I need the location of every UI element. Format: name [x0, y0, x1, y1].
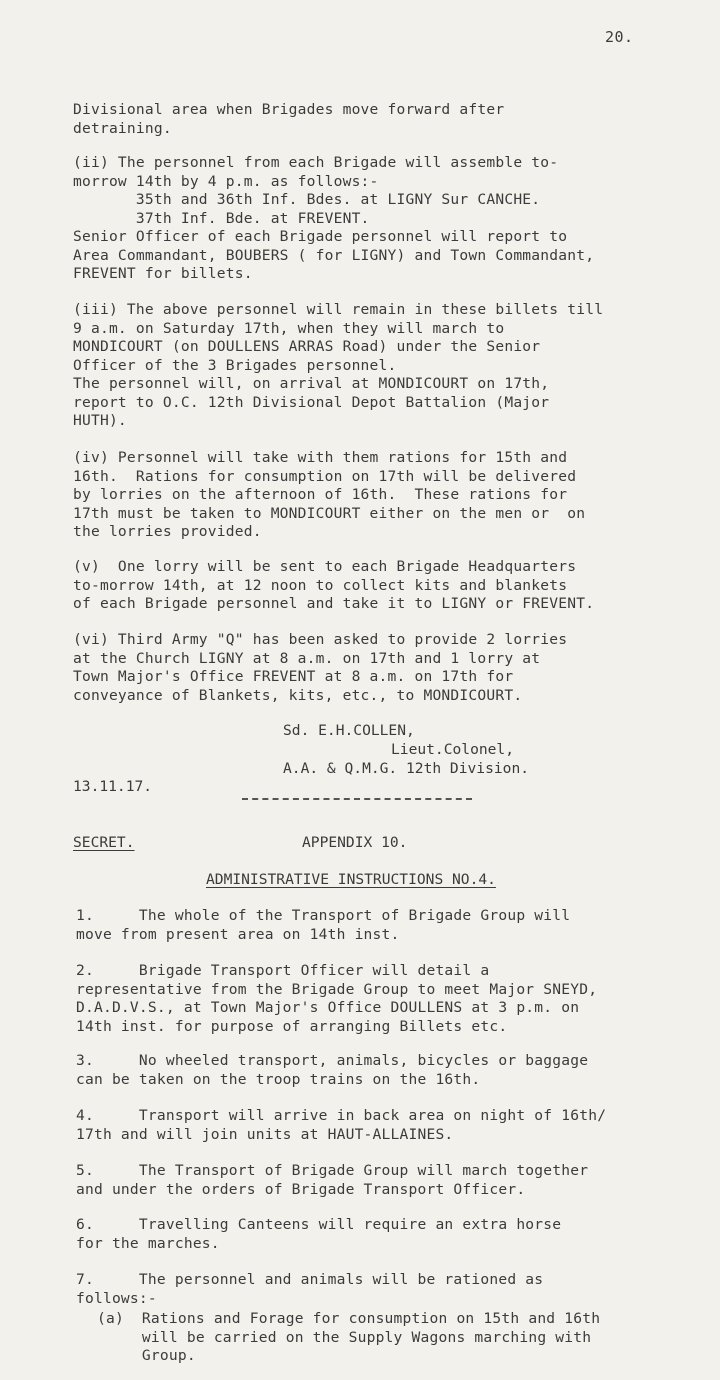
item-5: 5. The Transport of Brigade Group will march together and under the orders of Brigade Transport Officer.: [76, 1162, 589, 1198]
item-7: 7. The personnel and animals will be rationed as follows:-: [76, 1271, 544, 1307]
document-date: 13.11.17.: [73, 778, 153, 795]
signature-name: Sd. E.H.COLLEN,: [283, 722, 415, 739]
paragraph-v: (v) One lorry will be sent to each Brigade Headquarters to-morrow 14th, at 12 noon to collect kits and blankets of each Brigade personnel and take it to LIGNY or FREVENT.: [73, 558, 595, 612]
signature-rank: Lieut.Colonel,: [391, 741, 515, 758]
appendix-label: APPENDIX 10.: [302, 834, 408, 851]
paragraph-ii: (ii) The personnel from each Brigade will assemble to- morrow 14th by 4 p.m. as follows:- 35th and 36th Inf. Bdes. at LIGNY Sur CANCHE. 37th Inf. Bde. at FREVENT. Senior Officer of each Brigade personnel will report to Area Commandant, BOUBERS ( for LIGNY) and Town Commandant, FREVENT for billets.: [73, 154, 595, 282]
item-7a: (a) Rations and Forage for consumption on 15th and 16th will be carried on the Supply Wagons marching with Group.: [97, 1310, 601, 1364]
continuation-paragraph: Divisional area when Brigades move forward after detraining.: [73, 101, 505, 137]
item-1: 1. The whole of the Transport of Brigade Group will move from present area on 14th inst.: [76, 907, 571, 943]
instructions-heading: ADMINISTRATIVE INSTRUCTIONS NO.4.: [206, 871, 496, 888]
section-separator: [242, 798, 472, 800]
item-6: 6. Travelling Canteens will require an extra horse for the marches.: [76, 1216, 562, 1252]
item-4: 4. Transport will arrive in back area on night of 16th/ 17th and will join units at HAUT-ALLAINES.: [76, 1107, 607, 1143]
signature-appointment: A.A. & Q.M.G. 12th Division.: [283, 760, 530, 777]
paragraph-iii: (iii) The above personnel will remain in these billets till 9 a.m. on Saturday 17th, when they will march to MONDICOURT (on DOULLENS ARRAS Road) under the Senior Officer of the 3 Brigades personnel. The personnel will, on arrival at MONDICOURT on 17th, report to O.C. 12th Divisional Depot Battalion (Major HUTH).: [73, 301, 604, 429]
classification-marking: SECRET.: [73, 834, 135, 851]
item-2: 2. Brigade Transport Officer will detail a representative from the Brigade Group to meet Major SNEYD, D.A.D.V.S., at Town Major's Office DOULLENS at 3 p.m. on 14th inst. for purpose of arranging Billets etc.: [76, 962, 598, 1035]
paragraph-vi: (vi) Third Army "Q" has been asked to provide 2 lorries at the Church LIGNY at 8 a.m. on 17th and 1 lorry at Town Major's Office FREVENT at 8 a.m. on 17th for conveyance of Blankets, kits, etc., to MONDICOURT.: [73, 631, 568, 704]
page-number: 20.: [605, 28, 634, 46]
item-3: 3. No wheeled transport, animals, bicycles or baggage can be taken on the troop trains on the 16th.: [76, 1052, 589, 1088]
paragraph-iv: (iv) Personnel will take with them rations for 15th and 16th. Rations for consumption on 17th will be delivered by lorries on the afternoon of 16th. These rations for 17th must be taken to MONDICOURT either on the men or on the lorries provided.: [73, 449, 586, 540]
